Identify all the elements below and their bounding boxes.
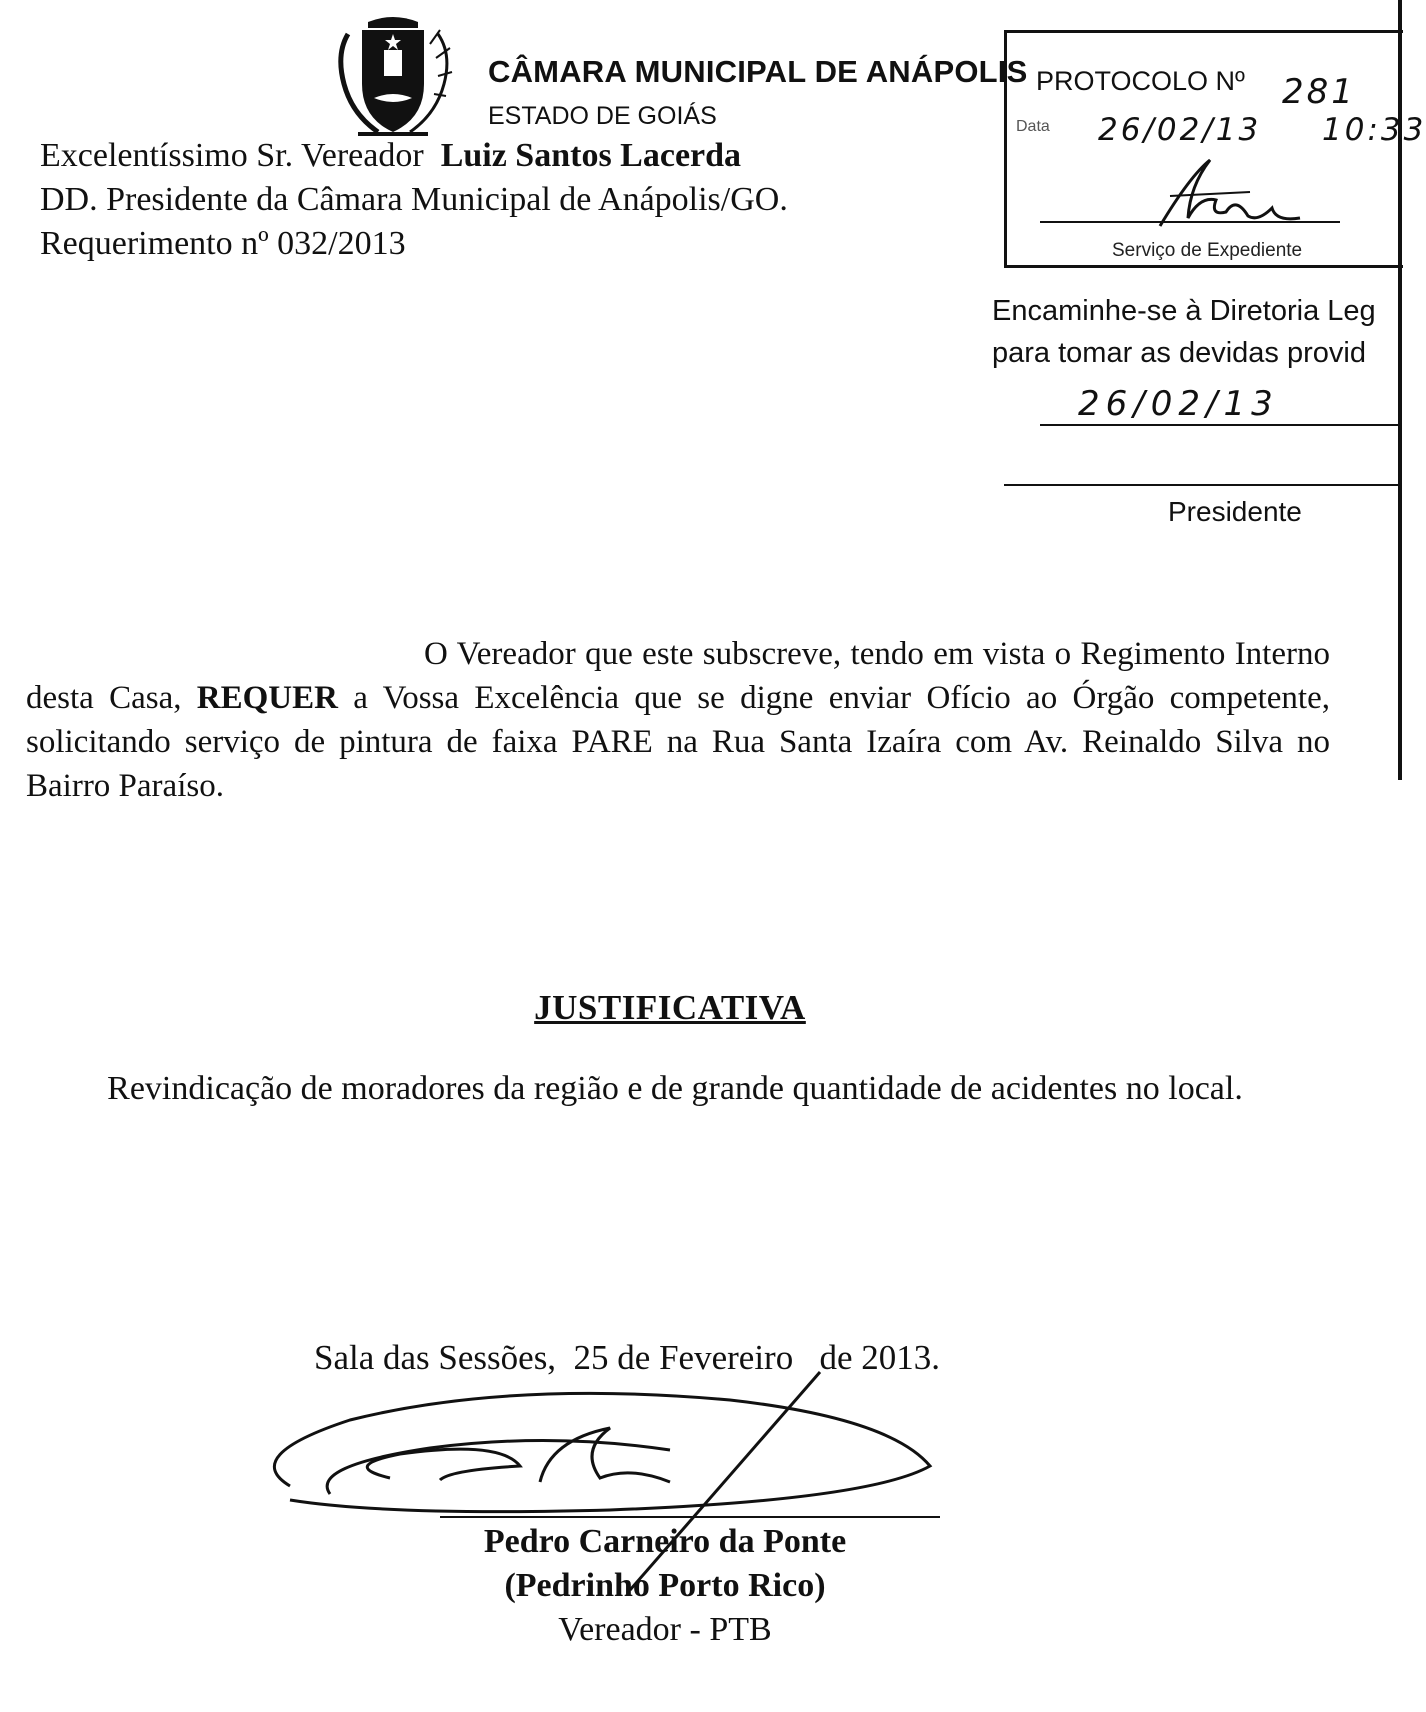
addressee-line-2: DD. Presidente da Câmara Municipal de Anápolis/GO. bbox=[40, 181, 788, 218]
stamp-signature bbox=[1040, 156, 1370, 244]
protocol-title: PROTOCOLO Nº bbox=[1036, 66, 1245, 96]
forwarding-date: 26/02/13 bbox=[1078, 384, 1279, 424]
municipal-coat-of-arms-icon bbox=[318, 14, 468, 144]
addressee-line-1 bbox=[40, 134, 788, 178]
body-part-2: a Vossa Excelência que se digne enviar Ofício ao Órgão competente, solicitando serviço de pintura de faixa PARE na Rua Santa Izaíra com Av. Reinaldo Silva no Bairro Paraíso. bbox=[26, 680, 1330, 804]
addressee-name: Luiz Santos Lacerda bbox=[440, 137, 742, 174]
protocol-number: 281 bbox=[1282, 72, 1356, 112]
signer-nickname: (Pedrinho Porto Rico) bbox=[504, 1567, 826, 1604]
forwarding-line-1: Encaminhe-se à Diretoria Leg bbox=[992, 295, 1376, 327]
protocol-service: Serviço de Expediente bbox=[1112, 240, 1303, 261]
forwarding-role: Presidente bbox=[1168, 496, 1302, 527]
signer-name: Pedro Carneiro da Ponte bbox=[483, 1523, 847, 1560]
forwarding-note bbox=[992, 290, 1402, 374]
institution-state: ESTADO DE GOIÁS bbox=[488, 102, 717, 130]
body-part-1: O Vereador que este subscreve, tendo em vista o Regimento Interno desta Casa, bbox=[26, 636, 1330, 716]
protocol-time: 10:33 bbox=[1322, 112, 1426, 148]
body-emphasis: REQUER bbox=[196, 680, 338, 716]
forwarding-date-line bbox=[1040, 424, 1400, 426]
addressee-block bbox=[40, 134, 788, 266]
justification-title: JUSTIFICATIVA bbox=[534, 988, 806, 1027]
forwarding-line-2: para tomar as devidas provid bbox=[992, 337, 1366, 369]
signature-line bbox=[440, 1516, 940, 1518]
signer-role: Vereador - PTB bbox=[558, 1611, 772, 1648]
protocol-date: 26/02/13 bbox=[1098, 112, 1262, 148]
president-signature-line bbox=[1004, 484, 1400, 486]
request-number: Requerimento nº 032/2013 bbox=[40, 225, 406, 262]
institution-name: CÂMARA MUNICIPAL DE ANÁPOLIS bbox=[488, 54, 1028, 89]
request-body bbox=[26, 632, 1330, 808]
signer-signature bbox=[250, 1370, 950, 1530]
addressee-prefix: Excelentíssimo Sr. Vereador bbox=[40, 137, 424, 174]
justification-text: Revindicação de moradores da região e de grande quantidade de acidentes no local. bbox=[107, 1070, 1243, 1107]
protocol-date-prefix: Data bbox=[1016, 118, 1050, 135]
place-and-date: Sala das Sessões, 25 de Fevereiro de 2013. bbox=[314, 1338, 940, 1377]
